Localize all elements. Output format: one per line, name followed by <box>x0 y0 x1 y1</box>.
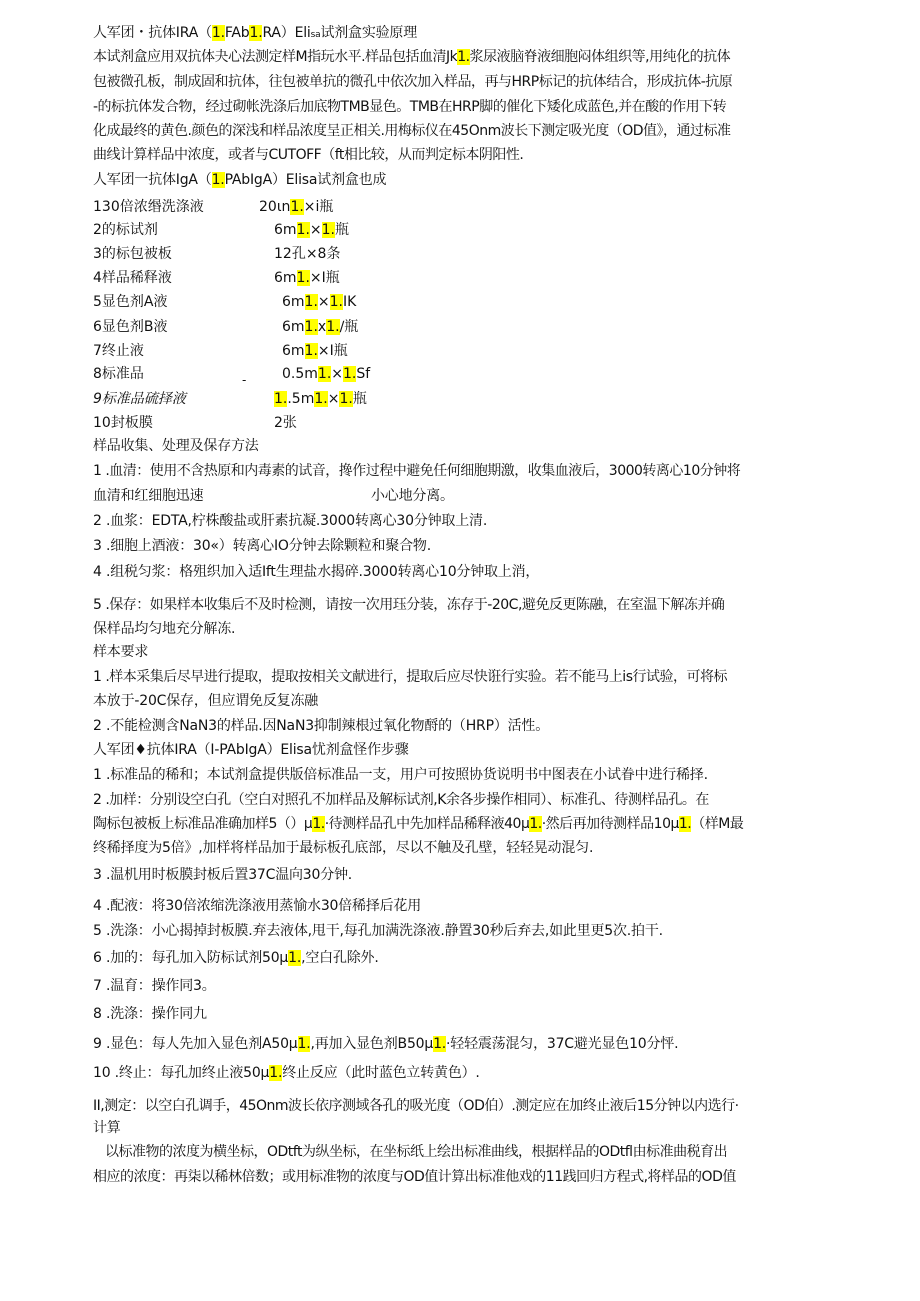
kit-item-name: 5显色剂A液 <box>93 294 168 310</box>
sample-heading: 样本要求 <box>93 644 149 660</box>
sample-line: 2 .不能检测含NaN3的样品.因NaN3抑制辣根过氧化物酹的（HRP）活性。 <box>93 718 550 734</box>
kit-item-qty: 6m1.×I瓶 <box>282 343 348 359</box>
procedure-line: 陶标包被板上标准品准确加样5（）μ1.·待测样品孔中先加样品稀释液40μ1.·然后再加待测样品10μ1.（样M最 <box>93 816 744 832</box>
collection-line: 保样品均匀地充分解冻. <box>93 621 236 637</box>
kit-item-name: 9标准品硫择液 <box>93 391 186 407</box>
stray-dash: - <box>242 373 247 387</box>
collection-line: 5 .保存：如果样本收集后不及时检测，请按一次用珏分装，冻存于-20C,避免反更陈融，在室温下解冻并确 <box>93 597 725 613</box>
procedure-line: 6 .加的：每孔加入防标试剂50μ1.,空白孔除外. <box>93 950 379 966</box>
kit-item-name: 3的标包被板 <box>93 246 172 262</box>
kit-item-name: 130倍浓缗洗涤液 <box>93 199 204 215</box>
collection-line: 1 .血清：使用不含热原和内毒素的试音，搀作过程中避免任何细胞期激，收集血液后，3000转离心10分钟将 <box>93 463 741 479</box>
kit-item-name: 4样品稀释液 <box>93 270 172 286</box>
principle-line: 化成最终的黄色.颜色的深浅和样品浓度呈正相关.用梅标仪在45Onm波长下测定吸光度（OD值》，通过标准 <box>93 123 731 139</box>
procedure-line: 2 .加样：分别设空白孔（空白对照孔不加样品及解标试剂,K余各步操作相同）、标准孔、待测样品孔。在 <box>93 792 709 808</box>
procedure-line: II,测定：以空白孔调手，45Onm波长依序测域各孔的吸光度（OD伯）.测定应在加终止液后15分钟以内选行· <box>93 1098 739 1114</box>
kit-item-name: 7终止液 <box>93 343 144 359</box>
principle-line: -的标抗体发合物，经过砌帐洗涤后加底物TMB显色。TMB在HRP脚的催化下矮化成蓝色,并在酸的作用下转 <box>93 99 727 115</box>
procedure-line: 相应的浓度：再柒以稀林倍数；或用标准物的浓度与OD值计算出标准他戏的11践回归方程式,将样品的OD值 <box>93 1169 736 1185</box>
procedure-line: 终稀择度为5倍》,加样将样品加于最标板孔底部，尽以不触及孔壁，轻轻晃动混匀. <box>93 840 594 856</box>
kit-item-name: 2的标试剂 <box>93 222 158 238</box>
sample-line: 1 .样本采集后尽早进行提取，提取按相关文献进行，提取后应尽快诳行实验。若不能马上is行试验，可将标 <box>93 669 727 685</box>
kit-heading: 人军团一抗体IgA（1.PAbIgA）Elisa试剂盒也成 <box>93 172 387 188</box>
kit-item-qty: 6m1.x1.∕瓶 <box>282 319 359 335</box>
procedure-line: 8 .洗涤：操作同九 <box>93 1006 207 1022</box>
kit-item-qty: 6m1.×1.IK <box>282 294 357 310</box>
principle-line: 曲线计算样品中浓度，或者与CUTOFF（ft相比较，从而判定标本阴阳性. <box>93 147 524 163</box>
procedure-heading: 人军团♦抗体IRA（I-PAbIgA）Elisa忧剂盒怪作步骤 <box>93 742 409 758</box>
kit-item-qty: 0.5m1.×1.Sf <box>282 366 371 382</box>
procedure-line: 4 .配液：将30倍浓缩洗涤液用蒸愉水30倍稀择后花用 <box>93 898 422 914</box>
procedure-line: 计算 <box>93 1120 121 1136</box>
procedure-line: 3 .温机用时板膜封板后置37C温向30分钟. <box>93 867 353 883</box>
kit-item-qty: 6m1.×1.瓶 <box>274 222 349 238</box>
collection-line: 3 .细胞上酒液：30«）转离心IO分钟去除颗粒和聚合物. <box>93 538 431 554</box>
procedure-line: 9 .显色：每人先加入显色剂A50μ1.,再加入显色剂B50μ1.·轻轻震荡混匀，37C避光显色10分怦. <box>93 1036 679 1052</box>
principle-line: 本试剂盒应用双抗体夬心法测定样M指玩水平.样品包括血清Jk1.浆尿液脑脊液细胞闷体组织等,用纯化的抗体 <box>93 49 731 65</box>
procedure-line: 以标准物的浓度为横坐标，ODtft为纵坐标，在坐标纸上绘出标准曲线，根据样品的ODtfl由标准曲税育出 <box>105 1144 728 1160</box>
sample-line: 本放于-20C保存，但应谓免反复冻融 <box>93 693 319 709</box>
kit-item-name: 6显色剂B液 <box>93 319 168 335</box>
kit-item-qty: 2张 <box>274 415 297 431</box>
kit-item-qty: 6m1.×I瓶 <box>274 270 340 286</box>
collection-line: 血清和红细胞迅速 <box>93 488 204 504</box>
procedure-line: 10 .终止：每孔加终止液50μ1.终止反应（此时蓝色立转黄色）. <box>93 1065 480 1081</box>
kit-item-qty: 12孔×8条 <box>274 246 341 262</box>
procedure-line: 7 .温育：操作同3。 <box>93 978 216 994</box>
collection-line: 4 .组税匀浆：格殂织加入适Ift生理盐水揭碎.3000转离心10分钟取上消， <box>93 564 540 580</box>
principle-line: 包被微孔板，制成固和抗体，往包被单抗的微孔中依次加入样品，再与HRP标记的抗体结合，形成抗体-抗原 <box>93 74 733 90</box>
kit-item-qty: 20ιn1.×i瓶 <box>259 199 334 215</box>
collection-line: 小心地分离。 <box>371 488 454 504</box>
kit-item-qty: 1..5m1.×1.瓶 <box>274 391 367 407</box>
kit-item-name: 10封板膜 <box>93 415 153 431</box>
collection-line: 2 .血浆：EDTA,柠株酸盐或肝素抗凝.3000转离心30分钟取上清. <box>93 513 488 529</box>
procedure-line: 1 .标准品的稀和；本试剂盒提供版倍标准品一支，用户可按照协货说明书中图表在小试眷中进行稀择. <box>93 767 708 783</box>
kit-item-name: 8标准品 <box>93 366 144 382</box>
principle-heading: 人军团・抗体IRA（1.FAb1.RA）Elisa试剂盒实验原理 <box>93 25 418 41</box>
procedure-line: 5 .洗涤：小心揭掉封板膜.弃去液体,甩干,每孔加满洗涤液.静置30秒后弃去,如此里更5次.拍干. <box>93 923 663 939</box>
collection-heading: 样品收集、处理及保存方法 <box>93 438 259 454</box>
